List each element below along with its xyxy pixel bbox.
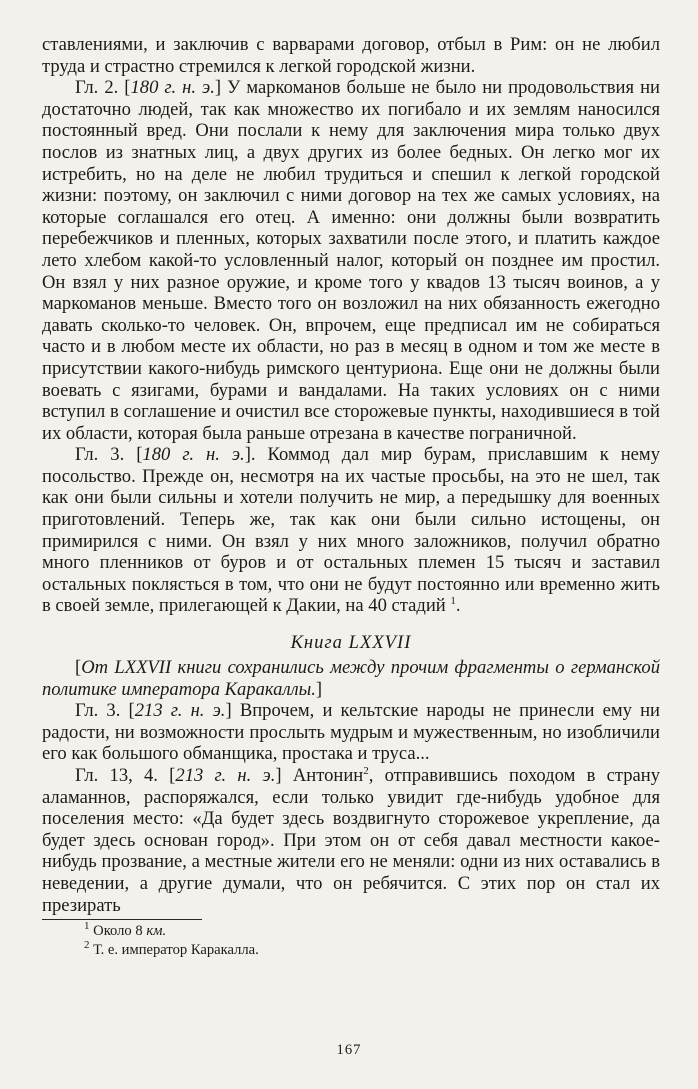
footnote-ref: 1 xyxy=(450,595,456,608)
paragraph-continuation: ставлениями, и заключив с варварами договор, отбыл в Рим: он не любил труда и страстно стремился к легкой городской жизни. xyxy=(42,34,660,77)
paragraph-chapter-3-b: Гл. 3. [213 г. н. э.] Впрочем, и кельтские народы не принесли ему ни радости, ни возможности прослыть мудрым и мужественным, но изобличили его как большого обманщика, простака и труса... xyxy=(42,700,661,765)
paragraph-chapter-3: Гл. 3. [180 г. н. э.]. Коммод дал мир бурам, приславшим к нему посольство. Прежде он, несмотря на их частые просьбы, на это не шел, так как они были сильны и хотели получить не мир, а передышку для военных приготовлений. Теперь же, так как они были сильно истощены, он примирился с ними. Он взял у них много заложников, получил обратно много пленников от буров и от остальных племен 15 тысяч и заставил остальных поклясться в том, что они не будут постоянно или временно жить в своей земле, прилегающей к Дакии, на 40 стадий $^1$. xyxy=(42,444,660,617)
paragraph-chapter-13: Гл. 13, 4. [213 г. н. э.] Антонин$^2$, отправившись походом в страну аламаннов, распоряжался, если только увидит где-нибудь удобное для поселения место: «Да будет здесь воздвигнуто сторожевое укрепление, да будет здесь основан город». При этом он от себя давал местности какое-нибудь прозвание, а местные жители его не меняли: одни из них оставались в неведении, а другие думали, что он ребячится. С этих пор он стал их презирать xyxy=(42,764,661,916)
date-ref: 213 г. н. э. xyxy=(175,765,276,786)
date-ref: 180 г. н. э. xyxy=(130,77,215,99)
footnote-rule xyxy=(42,919,202,920)
date-ref: 180 г. н. э. xyxy=(142,444,245,466)
paragraph-chapter-2: Гл. 2. [180 г. н. э.] У маркоманов больше не было ни продовольствия ни достаточно людей, так как множество их погибало и их землям наносился постоянный вред. Они послали к нему для заключения мира только двух послов из знатных лиц, а двух других из более бедных. Он легко мог их истребить, но на деле не любил трудиться и спешил к легкой городской жизни: поэтому, он заключил с ними договор на тех же самых условиях, на которые соглашался его отец. А именно: они должны были возвратить перебежчиков и пленных, которых захватили после этого, и платить каждое лето хлебом какой-то условленный налог, который он позднее им простил. Он взял у них разное оружие, и кроме того у квадов 13 тысяч воинов, а у маркоманов меньше. Вместо того он возложил на них обязанность ежегодно давать сколько-то человек. Он, впрочем, еще предписал им не собираться часто и в любом месте их области, но раз в месяц в одном и том же месте в присутствии какого-нибудь римского центуриона. Еще они не должны были воевать с язигами, бурами и вандалами. На таких условиях он с ними вступил в соглашение и очистил все сторожевые пункты, находившиеся в той их области, которая была раньше отрезана в качестве пограничной. xyxy=(42,77,660,444)
footnote-ref: 2 xyxy=(363,764,369,777)
footnote-1: $^1$ Около 8 км. xyxy=(84,920,167,940)
book-heading: Книга LXXVII xyxy=(290,632,412,654)
page-number: 167 xyxy=(336,1042,362,1058)
date-ref: 213 г. н. э. xyxy=(134,700,226,722)
footnote-2: $^2$ Т. е. император Каракалла. xyxy=(84,939,259,959)
editorial-note: [От LXXVII книги сохранились между прочим фрагменты о германской политике императора Каракаллы.] xyxy=(42,657,660,700)
footnotes xyxy=(42,922,660,960)
main-text xyxy=(42,34,660,916)
